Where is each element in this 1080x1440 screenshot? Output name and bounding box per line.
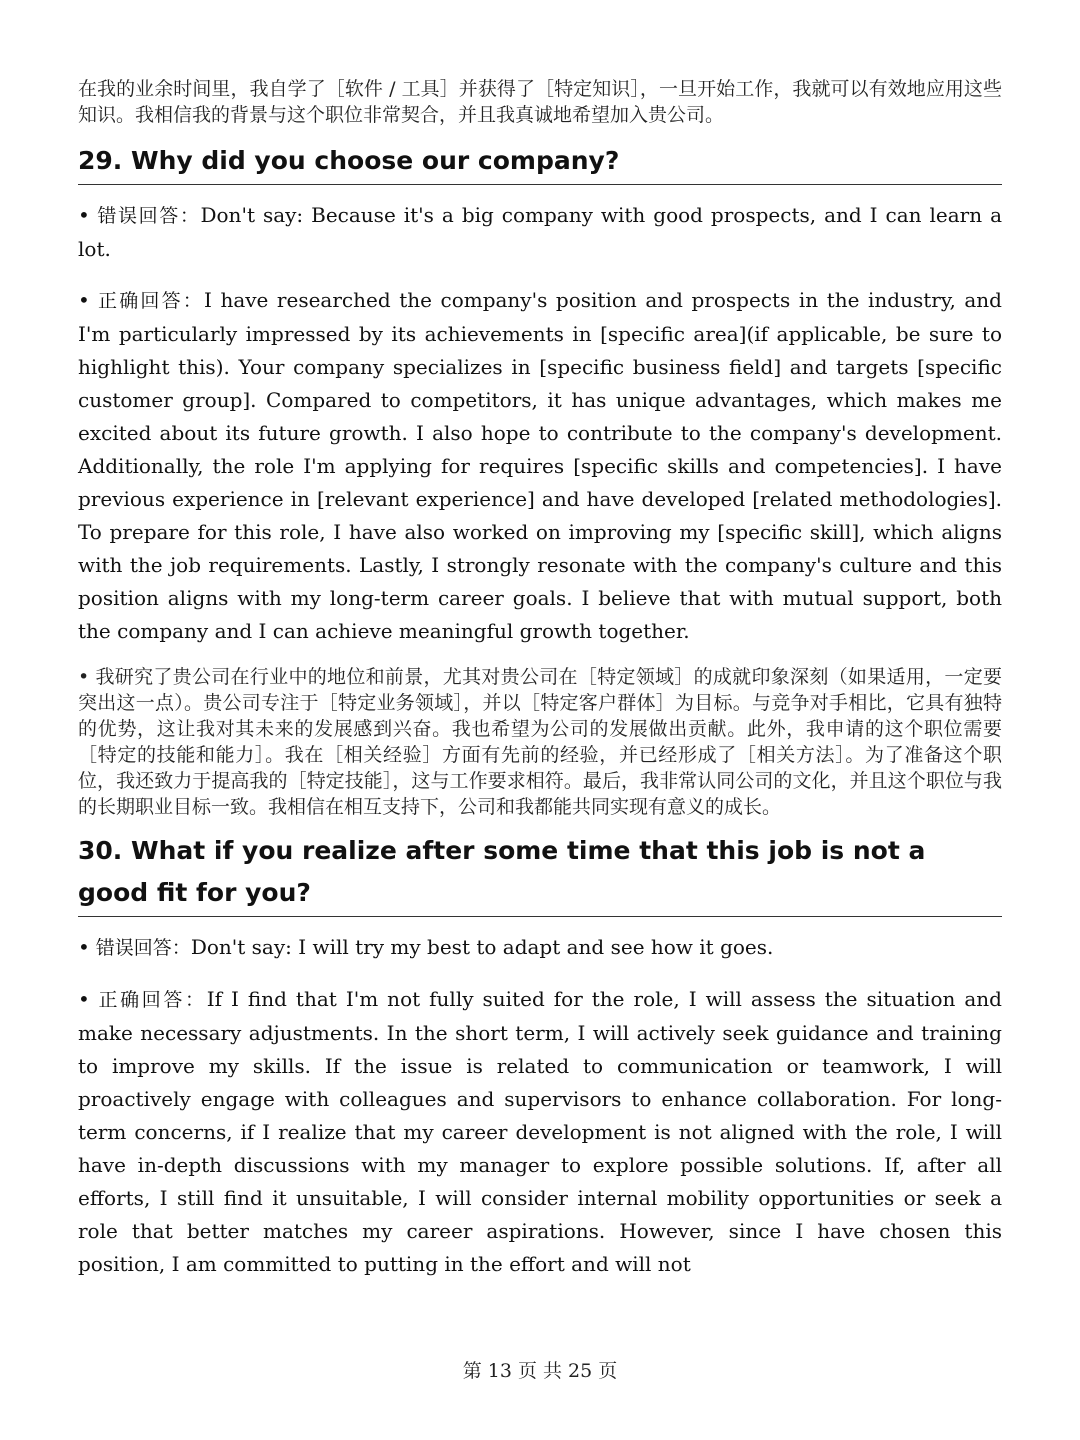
wrong-answer-text: Don't say: I will try my best to adapt and see how it goes.	[190, 935, 774, 959]
q29-correct-answer	[78, 284, 1002, 648]
question-29	[78, 140, 1002, 820]
q30-correct-answer	[78, 983, 1002, 1281]
question-30-heading: 30. What if you realize after some time that this job is not a good fit for you?	[78, 830, 1002, 917]
correct-answer-text: If I find that I'm not fully suited for the role, I will assess the situation and make necessary adjustments. In the short term, I will actively seek guidance and training to improve my skills. If the issue is related to communication or teamwork, I will proactively engage with colleagues and supervisors to enhance collaboration. For long-term concerns, if I realize that my career development is not aligned with the role, I will have in-depth discussions with my manager to explore possible solutions. If, after all efforts, I still find it unsuitable, I will consider internal mobility opportunities or seek a role that better matches my career aspirations. However, since I have chosen this position, I am committed to putting in the effort and will not	[78, 987, 1002, 1276]
correct-answer-label: 正确回答：	[95, 989, 207, 1011]
question-29-heading: 29. Why did you choose our company?	[78, 140, 1002, 185]
chinese-answer-text: 我研究了贵公司在行业中的地位和前景，尤其对贵公司在［特定领域］的成就印象深刻（如果适用，一定要突出这一点）。贵公司专注于［特定业务领域］，并以［特定客户群体］为目标。与竞争对手相比，它具有独特的优势，这让我对其未来的发展感到兴奋。我也希望为公司的发展做出贡献。此外，我申请的这个职位需要［特定的技能和能力］。我在［相关经验］方面有先前的经验，并已经形成了［相关方法］。为了准备这个职位，我还致力于提高我的［特定技能］，这与工作要求相符。最后，我非常认同公司的文化，并且这个职位与我的长期职业目标一致。我相信在相互支持下，公司和我都能共同实现有意义的成长。	[78, 666, 1002, 818]
question-30	[78, 830, 1002, 1281]
wrong-answer-label: 错误回答：	[95, 937, 191, 959]
correct-answer-text: I have researched the company's position and prospects in the industry, and I'm particularly impressed by its achievements in [specific area](if applicable, be sure to highlight this). Your company specializes in [specific business field] and targets [specific customer group]. Compared to competitors, it has unique advantages, which makes me excited about its future growth. I also hope to contribute to the company's development. Additionally, the role I'm applying for requires [specific skills and competencies]. I have previous experience in [relevant experience] and have developed [related methodologies]. To prepare for this role, I have also worked on improving my [specific skill], which aligns with the job requirements. Lastly, I strongly resonate with the company's culture and this position aligns with my long-term career goals. I believe that with mutual support, both the company and I can achieve meaningful growth together.	[78, 288, 1002, 643]
wrong-answer-text: Don't say: Because it's a big company with good prospects, and I can learn a lot.	[78, 203, 1002, 261]
q29-chinese-answer	[78, 664, 1002, 820]
bullet-icon: •	[78, 203, 90, 227]
q30-wrong-answer	[78, 931, 1002, 965]
top-paragraph: 在我的业余时间里，我自学了［软件 / 工具］并获得了［特定知识］，一旦开始工作，我就可以有效地应用这些知识。我相信我的背景与这个职位非常契合，并且我真诚地希望加入贵公司。	[78, 78, 1002, 126]
bullet-icon: •	[78, 288, 90, 312]
q29-wrong-answer	[78, 199, 1002, 266]
page-footer: 第 13 页 共 25 页	[462, 1360, 618, 1382]
page-content	[78, 76, 1002, 1281]
bullet-icon: •	[78, 666, 90, 688]
bullet-icon: •	[78, 935, 90, 959]
bullet-icon: •	[78, 987, 90, 1011]
correct-answer-label: 正确回答：	[95, 290, 204, 312]
wrong-answer-label: 错误回答：	[95, 205, 201, 227]
